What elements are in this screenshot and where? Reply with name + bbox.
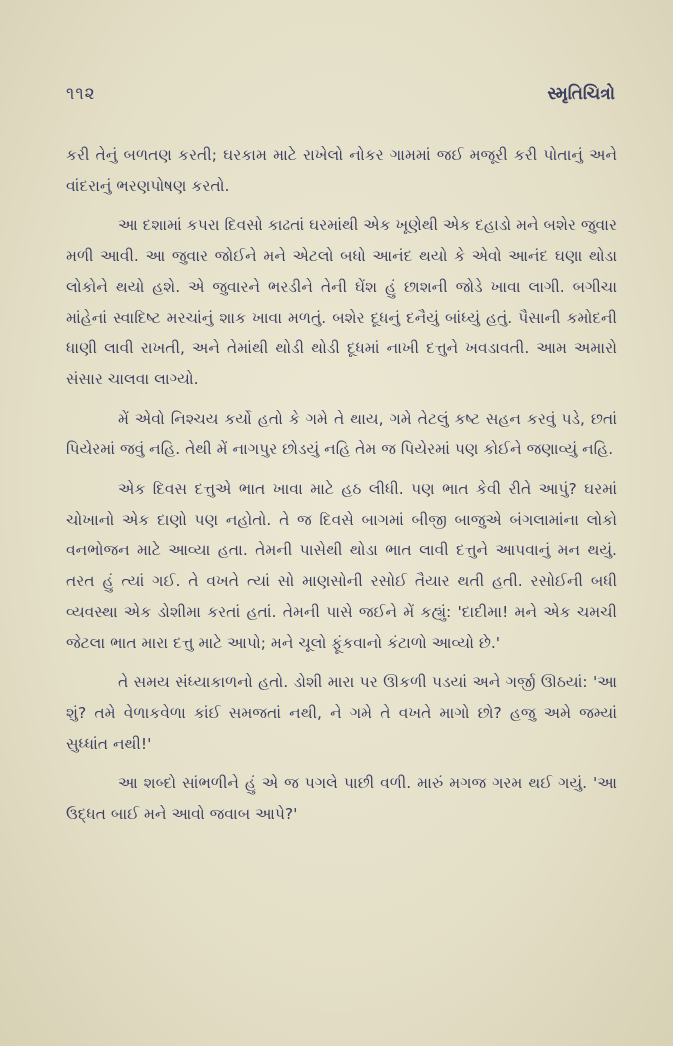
page-header: [66, 84, 615, 114]
page-number: ૧૧૨: [66, 84, 96, 104]
paragraph-3: મેં એવો નિશ્ચય કર્યો હતો કે ગમે તે થાય, ગમે તેટલું કષ્ટ સહન કરવું પડે, છતાં પિયેરમાં જવું નહિ. તેથી મેં નાગપુર છોડયું નહિ તેમ જ પિયેરમાં પણ કોઈને જણાવ્યું નહિ.: [66, 409, 617, 459]
paragraph-1: કરી તેનું બળતણ કરતી; ઘરકામ માટે રાખેલો નોકર ગામમાં જઈ મજૂરી કરી પોતાનું અને વાંદરાનું ભરણપોષણ કરતો.: [66, 146, 617, 195]
running-title: સ્મૃતિચિત્રો: [547, 84, 615, 104]
paragraph-5: તે સમય સંધ્યાકાળનો હતો. ડોશી મારા પર ઊકળી પડયાં અને ગર્જી ઊઠયાં: 'આ શું? તમે વેળાકવેળા કાંઈ સમજતાં નથી, ને ગમે તે વખતે માગો છો? હજુ અમે જમ્યાં સુધ્ધાંત નથી!': [66, 673, 617, 753]
body-text: [66, 140, 617, 839]
paragraph-4: એક દિવસ દત્તુએ ભાત ખાવા માટે હઠ લીધી. પણ ભાત કેવી રીતે આપું? ઘરમાં ચોખાનો એક દાણો પણ નહોતો. તે જ દિવસે બાગમાં બીજી બાજુએ બંગલામાંના લોકો વનભોજન માટે આવ્યા હતા. તેમની પાસેથી થોડા ભાત લાવી દત્તુને આપવાનું મન થયું. તરત હું ત્યાં ગઈ. તે વખતે ત્યાં સો માણસોની રસોઈ તૈયાર થતી હતી. રસોઈની બધી વ્યવસ્થા એક ડોશીમા કરતાં હતાં. તેમની પાસે જઈને મેં કહ્યું: 'દાદીમા! મને એક ચમચી જેટલા ભાત મારા દત્તુ માટે આપો; મને ચૂલો ફૂંકવાનો કંટાળો આવ્યો છે.': [66, 480, 617, 652]
paragraph-2: આ દશામાં કપરા દિવસો કાઢતાં ઘરમાંથી એક ખૂણેથી એક દહાડો મને બશેર જુવાર મળી આવી. આ જુવાર જોઈને મને એટલો બધો આનંદ થયો કે એવો આનંદ ઘણા થોડા લોકોને થયો હશે. એ જુવારને ભરડીને તેની ઘેંશ હું છાશની જોડે ખાવા લાગી. બગીચા માંહેનાં સ્વાદિષ્ટ મરચાંનું શાક ખાવા મળતું. બશેર દૂધનું દનૈયું બાંધ્યું હતું. પૈસાની કમોદની ધાણી લાવી રાખતી, અને તેમાંથી થોડી થોડી દૂધમાં નાખી દત્તુને ખવડાવતી. આમ અમારો સંસાર ચાલવા લાગ્યો.: [66, 216, 617, 388]
paragraph-6: આ શબ્દો સાંભળીને હું એ જ પગલે પાછી વળી. મારું મગજ ગરમ થઈ ગયું. 'આ ઉદ્ધત બાઈ મને આવો જવાબ આપે?': [66, 774, 617, 824]
